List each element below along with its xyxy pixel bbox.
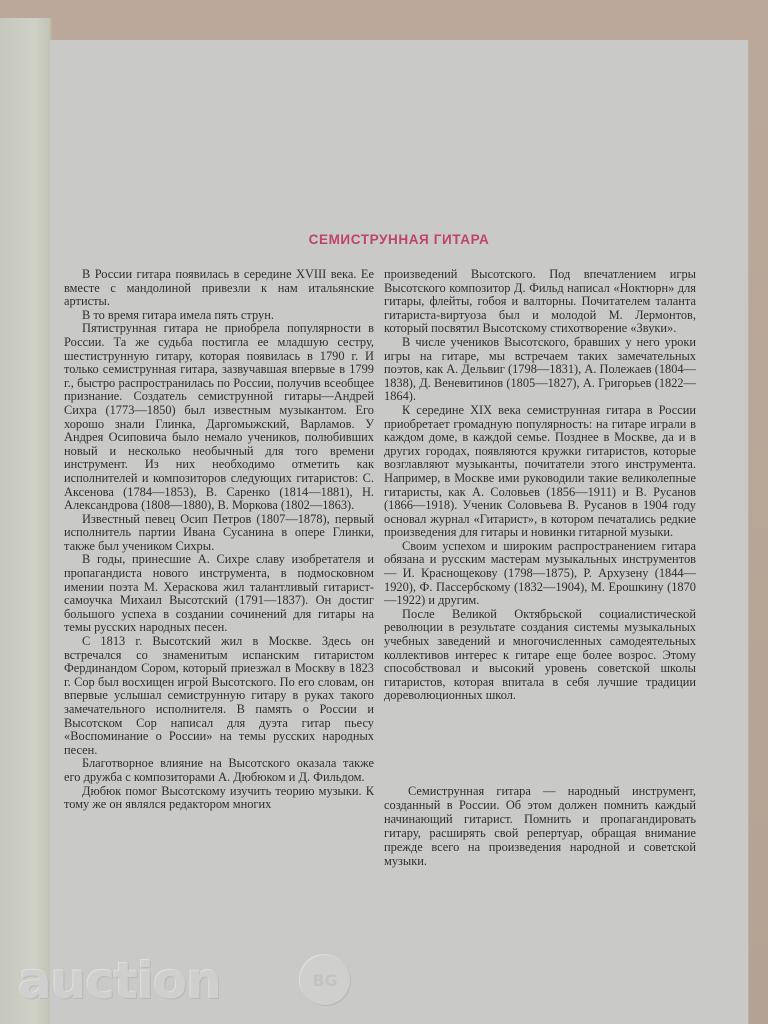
paragraph: С 1813 г. Высотский жил в Москве. Здесь он встречался со знаменитым испанским гитаристом Фердинандом Сором, который приезжал в Москву в 1823 г. Сор был восхищен игрой Высотского. По его словам, он впервые услышал семиструнную гитару в руках такого замечательного исполнителя. В память о России и Высотском Сор написал для дуэта гитар пьесу «Воспоминание о России» на темы русских народных песен.: [64, 634, 374, 757]
paragraph: В России гитара появилась в середине XVIII века. Ее вместе с мандолиной привезли к нам итальянские артисты.: [64, 267, 374, 309]
closing-paragraph: Семиструнная гитара — народный инструмент, созданный в России. Об этом должен помнить каждый начинающий гитарист. Помнить и пропагандировать гитару, расширять свой репертуар, обращая внимание прежде всего на произведения народной и советской музыки.: [384, 784, 696, 868]
paragraph: Благотворное влияние на Высотского оказала также его дружба с композиторами А. Дюбюком и Д. Фильдом.: [64, 756, 374, 784]
paragraph: Дюбюк помог Высотскому изучить теорию музыки. К тому же он являлся редактором многих: [64, 783, 374, 812]
paragraph: Известный певец Осип Петров (1807—1878), первый исполнитель партии Ивана Сусанина в опере Глинки, также был учеником Сихры.: [64, 511, 374, 553]
left-column: [64, 268, 374, 812]
closing-section: [384, 784, 696, 868]
watermark-badge-icon: [300, 955, 350, 1005]
previous-page-edge: [0, 18, 52, 1024]
paragraph: Своим успехом и широким распространением гитара обязана и русским мастерам музыкальных инструментов — И. Краснощекову (1798—1875), Р. Архузену (1844—1920), Ф. Пассербскому (1832—1904), М. Ерошкину (1870—1922) и другим.: [384, 538, 696, 608]
paragraph: Пятиструнная гитара не приобрела популярности в России. Та же судьба постигла ее младшую сестру, шестиструнную гитару, которая появилась в 1790 г. И только семиструнная гитара, зазвучавшая впервые в 1799 г., быстро распространилась по России, получив всеобщее признание. Создатель семиструнной гитары—Андрей Сихра (1773—1850) был известным музыкантом. Его хорошо знали Глинка, Даргомыжский, Варламов. У Андрея Осиповича было немало учеников, полюбивших новый и несколько необычный для того времени инструмент. Из них необходимо отметить как исполнителей и композиторов следующих гитаристов: С. Аксенова (1784—1853), В. Саренко (1814—1881), Н. Александрова (1808—1880), В. Моркова (1802—1863).: [64, 321, 374, 513]
paragraph: В годы, принесшие А. Сихре славу изобретателя и пропагандиста нового инструмента, в подмосковном имении поэта М. Хераскова жил талантливый гитарист-самоучка Михаил Высотский (1791—1837). Он достиг большого успеха в создании сочинений для гитары на темы русских народных песен.: [64, 552, 374, 635]
right-column: [384, 268, 696, 703]
paragraph: В числе учеников Высотского, бравших у него уроки игры на гитаре, мы встречаем таких замечательных поэтов, как А. Дельвиг (1798—1831), А. Полежаев (1804—1838), Д. Веневитинов (1805—1827), А. Григорьев (1822—1864).: [384, 334, 696, 404]
paragraph-continued: произведений Высотского. Под впечатлением игры Высотского композитор Д. Фильд написал «Ноктюрн» для гитары, флейты, гобоя и валторны. Почитателем таланта гитариста-виртуоза был и молодой М. Лермонтов, который посвятил Высотскому стихотворение «Звуки».: [384, 267, 696, 336]
paragraph: В то время гитара имела пять струн.: [82, 307, 274, 322]
watermark-badge-text: BG: [312, 970, 338, 990]
book-page: [50, 40, 748, 1024]
page-title: СЕМИСТРУННАЯ ГИТАРА: [308, 232, 490, 247]
paragraph: После Великой Октябрьской социалистической революции в результате создания системы музыкальных учебных заведений и многочисленных самодеятельных коллективов интерес к гитаре еще более возрос. Этому способствовал и высокий уровень советской школы гитаристов, которая впитала в себя лучшие традиции дореволюционных школ.: [384, 606, 696, 703]
paragraph: К середине XIX века семиструнная гитара в России приобретает громадную популярность: на гитаре играли в каждом доме, в каждой семье. Позднее в Москве, да и в других городах, появляются кружки гитаристов, которые возглавляют музыканты, почитатели этого инструмента. Например, в Москве ими руководили такие великолепные гитаристы, как А. Соловьев (1856—1911) и В. Русанов (1866—1918). Ученик Соловьева В. Русанов в 1904 году основал журнал «Гитарист», в котором печатались редкие произведения для гитары и новинки гитарной музыки.: [384, 402, 696, 540]
watermark-logo: auction: [18, 952, 221, 1010]
